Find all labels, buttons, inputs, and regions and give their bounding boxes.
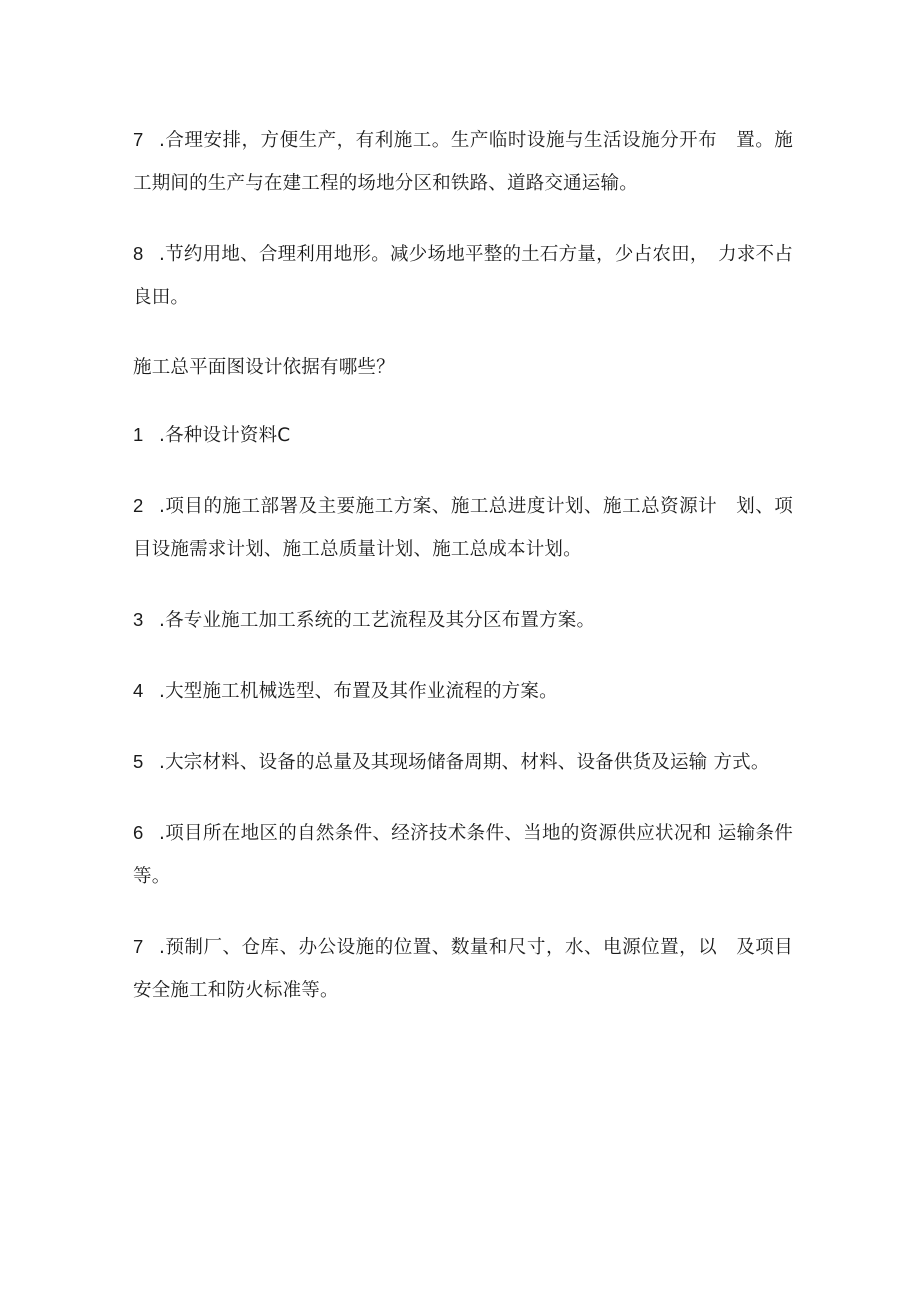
item-number: 8: [133, 243, 144, 264]
paragraph-text: .大宗材料、设备的总量及其现场储备周期、材料、设备供货及运输 方式。: [159, 752, 770, 773]
paragraph-item-1-design-data: [133, 413, 793, 457]
item-number: 4: [133, 680, 144, 701]
item-number: 2: [133, 495, 144, 516]
paragraph-item-4-machinery: [133, 669, 793, 713]
paragraph-item-2-deployment-plans: [133, 484, 793, 571]
paragraph-item-6-local-conditions: [133, 811, 793, 898]
paragraph-item-3-process-flow: [133, 598, 793, 642]
item-number: 3: [133, 609, 144, 630]
paragraph-item-5-materials: [133, 740, 793, 784]
paragraph-text: .项目所在地区的自然条件、经济技术条件、当地的资源供应状况和 运输条件等。: [133, 823, 793, 887]
paragraph-text: .项目的施工部署及主要施工方案、施工总进度计划、施工总资源计 划、项目设施需求计划、施工总质量计划、施工总成本计划。: [133, 496, 793, 560]
item-number: 7: [133, 936, 144, 957]
paragraph-text: .大型施工机械选型、布置及其作业流程的方案。: [159, 681, 558, 702]
paragraph-item-7-facilities: [133, 925, 793, 1012]
paragraph-text: .合理安排，方便生产，有利施工。生产临时设施与生活设施分开布 置。施工期间的生产与在建工程的场地分区和铁路、道路交通运输。: [133, 130, 793, 194]
item-number: 7: [133, 129, 144, 150]
item-number: 5: [133, 751, 144, 772]
document-body: [133, 118, 793, 1039]
heading-text: 施工总平面图设计依据有哪些？: [133, 357, 395, 378]
item-number: 1: [133, 424, 144, 445]
paragraph-text: .预制厂、仓库、办公设施的位置、数量和尺寸，水、电源位置，以 及项目安全施工和防火标准等。: [133, 937, 793, 1001]
paragraph-text: .各专业施工加工系统的工艺流程及其分区布置方案。: [159, 610, 596, 631]
paragraph-text: .节约用地、合理利用地形。减少场地平整的土石方量，少占农田， 力求不占良田。: [133, 244, 793, 308]
item-number: 6: [133, 822, 144, 843]
paragraph-item-8-land-use: [133, 232, 793, 319]
paragraph-item-7-layout: [133, 118, 793, 205]
section-question-heading: [133, 346, 793, 389]
paragraph-text: .各种设计资料C: [159, 425, 291, 446]
